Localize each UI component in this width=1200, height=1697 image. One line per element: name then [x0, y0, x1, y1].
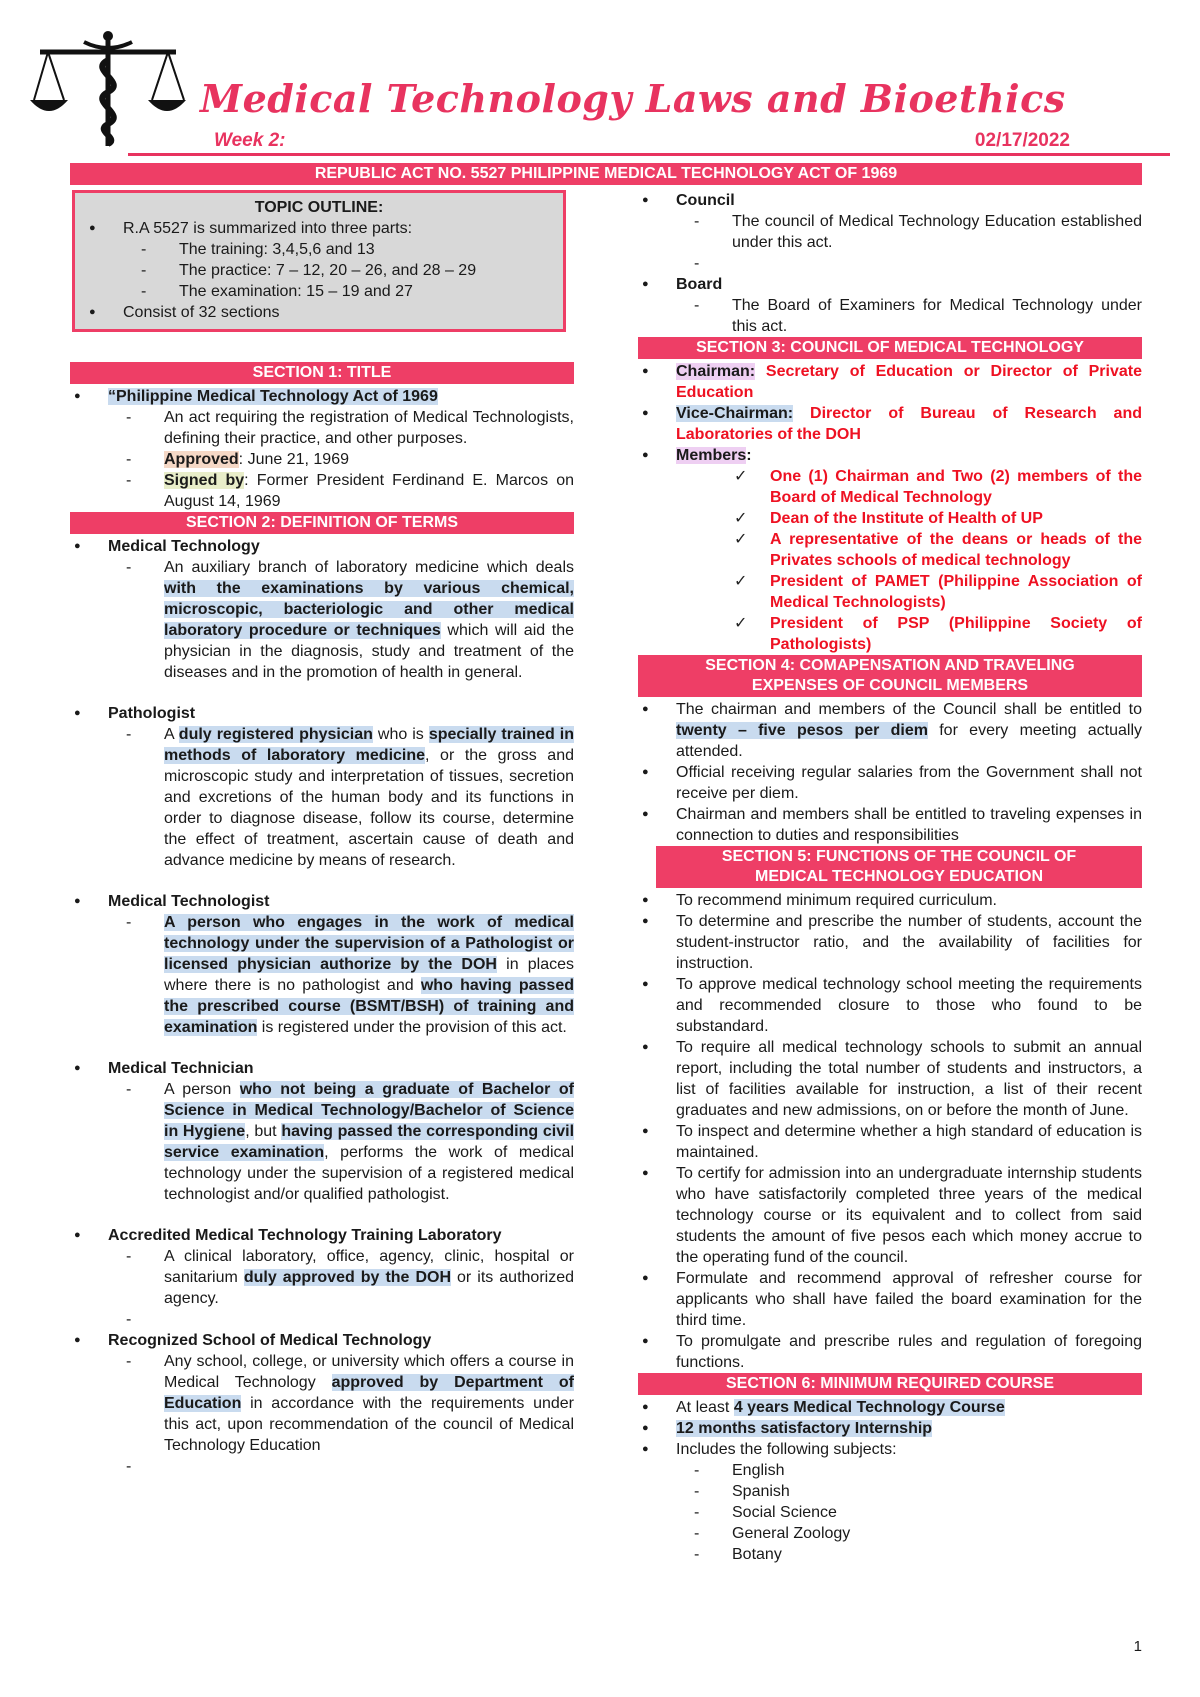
- term-training-laboratory: ● Accredited Medical Technology Training Laboratory: [70, 1225, 574, 1246]
- subject-item: - English: [638, 1460, 1142, 1481]
- definition-highlight: specially trained in methods of laboratory medicine: [164, 726, 574, 764]
- subject-item: - Social Science: [638, 1502, 1142, 1523]
- term-recognized-school: ● Recognized School of Medical Technology: [70, 1330, 574, 1351]
- term-medical-technician: ● Medical Technician: [70, 1058, 574, 1079]
- act-title-text: “Philippine Medical Technology Act of 1969: [108, 388, 438, 405]
- act-approved: [70, 449, 574, 470]
- definition-highlight: duly registered physician: [178, 726, 373, 743]
- compensation-item: ● Official receiving regular salaries from the Government shall not receive per diem.: [638, 762, 1142, 804]
- section-4-heading: [638, 655, 1142, 697]
- chairman-value: Secretary of Education or Director of Private Education: [676, 363, 1142, 401]
- council-function-item: ● To promulgate and prescribe rules and regulation of foregoing functions.: [638, 1331, 1142, 1373]
- section-2-heading: SECTION 2: DEFINITION OF TERMS: [70, 512, 574, 534]
- outline-subitem: - The practice: 7 – 12, 20 – 26, and 28 – 29: [85, 260, 553, 281]
- date-label: 02/17/2022: [974, 130, 1070, 151]
- section-4-heading-line: SECTION 4: COMAPENSATION AND TRAVELING: [705, 657, 1075, 674]
- definition-highlight: A person who engages in the work of medical technology under the supervision of a Pathologist or licensed physician authorize by the DOH: [164, 914, 574, 973]
- definition: - The council of Medical Technology Education established under this act.: [638, 211, 1142, 253]
- outline-subitem: - The examination: 15 – 19 and 27: [85, 281, 553, 302]
- definition-text: which will aid the physician in the diagnosis, study and treatment of the diseases and in the promotion of health in general.: [164, 622, 575, 681]
- definition-highlight: who not being a graduate of Bachelor of Science in Medical Technology/Bachelor of Science in Hygiene: [164, 1081, 574, 1140]
- council-function-item: ● To require all medical technology schools to submit an annual report, including the total number of students and instructors, a list of facilities available for instruction, a list of their recent graduates and new admissions, on or before the month of June.: [638, 1037, 1142, 1121]
- definition-highlight: having passed the corresponding civil service examination: [164, 1123, 575, 1161]
- term-council: ● Council: [638, 190, 1142, 211]
- compensation-item: ● Chairman and members shall be entitled to traveling expenses in connection to duties and responsibilities: [638, 804, 1142, 846]
- definition-text: in accordance with the requirements under this act, upon recommendation of the council of Medical Technology Education: [164, 1395, 574, 1454]
- page-number: 1: [1133, 1638, 1142, 1655]
- scales-caduceus-logo: [28, 30, 188, 150]
- council-function-item: ● To recommend minimum required curriculum.: [638, 890, 1142, 911]
- item-highlight: 4 years Medical Technology Course: [733, 1399, 1005, 1416]
- empty-dash-item: [638, 253, 1142, 274]
- chairman-label: Chairman:: [676, 363, 756, 380]
- outline-item: ● Consist of 32 sections: [85, 302, 553, 323]
- members-colon: :: [746, 447, 752, 464]
- signed-value: : Former President Ferdinand E. Marcos on August 14, 1969: [164, 472, 575, 510]
- item-text: At least: [676, 1399, 734, 1416]
- right-column: [638, 190, 1142, 1565]
- council-function-item: ● To determine and prescribe the number of students, account the student-instructor ratio, and the availability of facilities for instruction.: [638, 911, 1142, 974]
- empty-dash-item: [70, 1456, 574, 1477]
- section-3-heading: SECTION 3: COUNCIL OF MEDICAL TECHNOLOGY: [638, 337, 1142, 359]
- act-signed: [70, 470, 574, 512]
- week-label: Week 2:: [214, 130, 286, 151]
- item-text: The chairman and members of the Council shall be entitled to: [676, 701, 1142, 718]
- council-member-item: ✓ President of PSP (Philippine Society of Pathologists): [638, 613, 1142, 655]
- subject-item: - Botany: [638, 1544, 1142, 1565]
- definition-text: or its authorized agency.: [164, 1269, 575, 1307]
- definition-text: , but: [245, 1123, 282, 1140]
- definition: [70, 1246, 574, 1309]
- act-title: [70, 386, 574, 407]
- term-pathologist: ● Pathologist: [70, 703, 574, 724]
- approved-value: : June 21, 1969: [238, 451, 349, 468]
- left-column: [70, 190, 574, 1477]
- outline-item: ● R.A 5527 is summarized into three parts:: [85, 218, 553, 239]
- definition-highlight: with the examinations by various chemical, microscopic, bacteriologic and other medical laboratory procedure or techniques: [164, 580, 574, 639]
- outline-subitem: - The training: 3,4,5,6 and 13: [85, 239, 553, 260]
- page-title: Medical Technology Laws and Bioethics: [200, 76, 1066, 121]
- members-label: Members: [676, 447, 747, 464]
- topic-outline-box: [72, 190, 566, 332]
- header-divider: [128, 153, 1170, 156]
- definition: [70, 557, 574, 683]
- subject-item: - General Zoology: [638, 1523, 1142, 1544]
- section-6-heading: SECTION 6: MINIMUM REQUIRED COURSE: [638, 1373, 1142, 1395]
- council-members: [638, 445, 1142, 466]
- compensation-item: [638, 699, 1142, 762]
- definition-text: is registered under the provision of this act.: [257, 1019, 567, 1036]
- item-highlight: 12 months satisfactory Internship: [676, 1420, 933, 1437]
- definition-text: who is: [372, 726, 429, 743]
- council-function-item: ● To approve medical technology school meeting the requirements and recommended closure to those who found to be substandard.: [638, 974, 1142, 1037]
- empty-dash-item: [70, 1309, 574, 1330]
- course-item: [638, 1397, 1142, 1418]
- section-5-heading-line: SECTION 5: FUNCTIONS OF THE COUNCIL OF: [721, 848, 1077, 865]
- definition-text: A clinical laboratory, office, agency, clinic, hospital or sanitarium: [164, 1248, 574, 1286]
- council-vice-chairman: [638, 403, 1142, 445]
- topic-outline-heading: TOPIC OUTLINE:: [254, 199, 384, 216]
- council-function-item: ● To certify for admission into an undergraduate internship students who have satisfactorily completed three years of the medical technology course or its equivalent and to collect from said students the amount of five pesos each which money accrue to the operating fund of the council.: [638, 1163, 1142, 1268]
- definition: [70, 1079, 574, 1205]
- item-highlight: twenty – five pesos per diem: [676, 722, 928, 739]
- definition-highlight: approved by Department of Education: [164, 1374, 574, 1412]
- definition: - The Board of Examiners for Medical Technology under this act.: [638, 295, 1142, 337]
- course-item: [638, 1418, 1142, 1439]
- definition: [70, 912, 574, 1038]
- council-member-item: ✓ President of PAMET (Philippine Association of Medical Technologists): [638, 571, 1142, 613]
- definition-text: Any school, college, or university which offers a course in Medical Technology: [164, 1353, 574, 1391]
- council-chairman: [638, 361, 1142, 403]
- council-function-item: ● Formulate and recommend approval of refresher course for applicants who shall have failed the board examination for the third time.: [638, 1268, 1142, 1331]
- council-member-item: ✓ Dean of the Institute of Health of UP: [638, 508, 1142, 529]
- council-member-item: ✓ One (1) Chairman and Two (2) members of the Board of Medical Technology: [638, 466, 1142, 508]
- definition-text: , performs the work of medical technology under the supervision of a registered medical technologist and/or qualified pathologist.: [164, 1144, 575, 1203]
- act-description: - An act requiring the registration of Medical Technologists, defining their practice, and other purposes.: [70, 407, 574, 449]
- section-4-heading-line: EXPENSES OF COUNCIL MEMBERS: [751, 677, 1029, 694]
- term-medical-technologist: ● Medical Technologist: [70, 891, 574, 912]
- term-medical-technology: ● Medical Technology: [70, 536, 574, 557]
- definition: [70, 724, 574, 871]
- vice-chairman-value: Director of Bureau of Research and Laboratories of the DOH: [676, 405, 1142, 443]
- signed-label: Signed by: [164, 472, 245, 489]
- section-1-heading: SECTION 1: TITLE: [70, 362, 574, 384]
- definition-highlight: duly approved by the DOH: [243, 1269, 452, 1286]
- definition-text: A person: [164, 1081, 240, 1098]
- definition-text: , or the gross and microscopic study and interpretation of tissues, secretion and excretions of the human body and its functions in order to diagnose disease, follow its course, determine the effect of treatment, ascertain cause of death and advance medicine by means of research.: [164, 747, 574, 869]
- section-5-heading-line: MEDICAL TECHNOLOGY EDUCATION: [754, 868, 1043, 885]
- definition-highlight: who having passed the prescribed course (BSMT/BSH) of training and examination: [164, 977, 574, 1036]
- definition: [70, 1351, 574, 1456]
- subject-item: - Spanish: [638, 1481, 1142, 1502]
- approved-label: Approved: [164, 451, 239, 468]
- definition-text: An auxiliary branch of laboratory medicine which deals: [164, 559, 574, 576]
- vice-chairman-label: Vice-Chairman:: [676, 405, 794, 422]
- item-text: for every meeting actually attended.: [676, 722, 1143, 760]
- definition-text: A: [164, 726, 179, 743]
- section-5-heading: [656, 846, 1142, 888]
- term-board: ● Board: [638, 274, 1142, 295]
- council-function-item: ● To inspect and determine whether a high standard of education is maintained.: [638, 1121, 1142, 1163]
- course-item: ● Includes the following subjects:: [638, 1439, 1142, 1460]
- council-member-item: ✓ A representative of the deans or heads of the Privates schools of medical technology: [638, 529, 1142, 571]
- definition-text: in places where there is no pathologist and: [164, 956, 575, 994]
- ra-banner: REPUBLIC ACT NO. 5527 PHILIPPINE MEDICAL TECHNOLOGY ACT OF 1969: [70, 163, 1142, 185]
